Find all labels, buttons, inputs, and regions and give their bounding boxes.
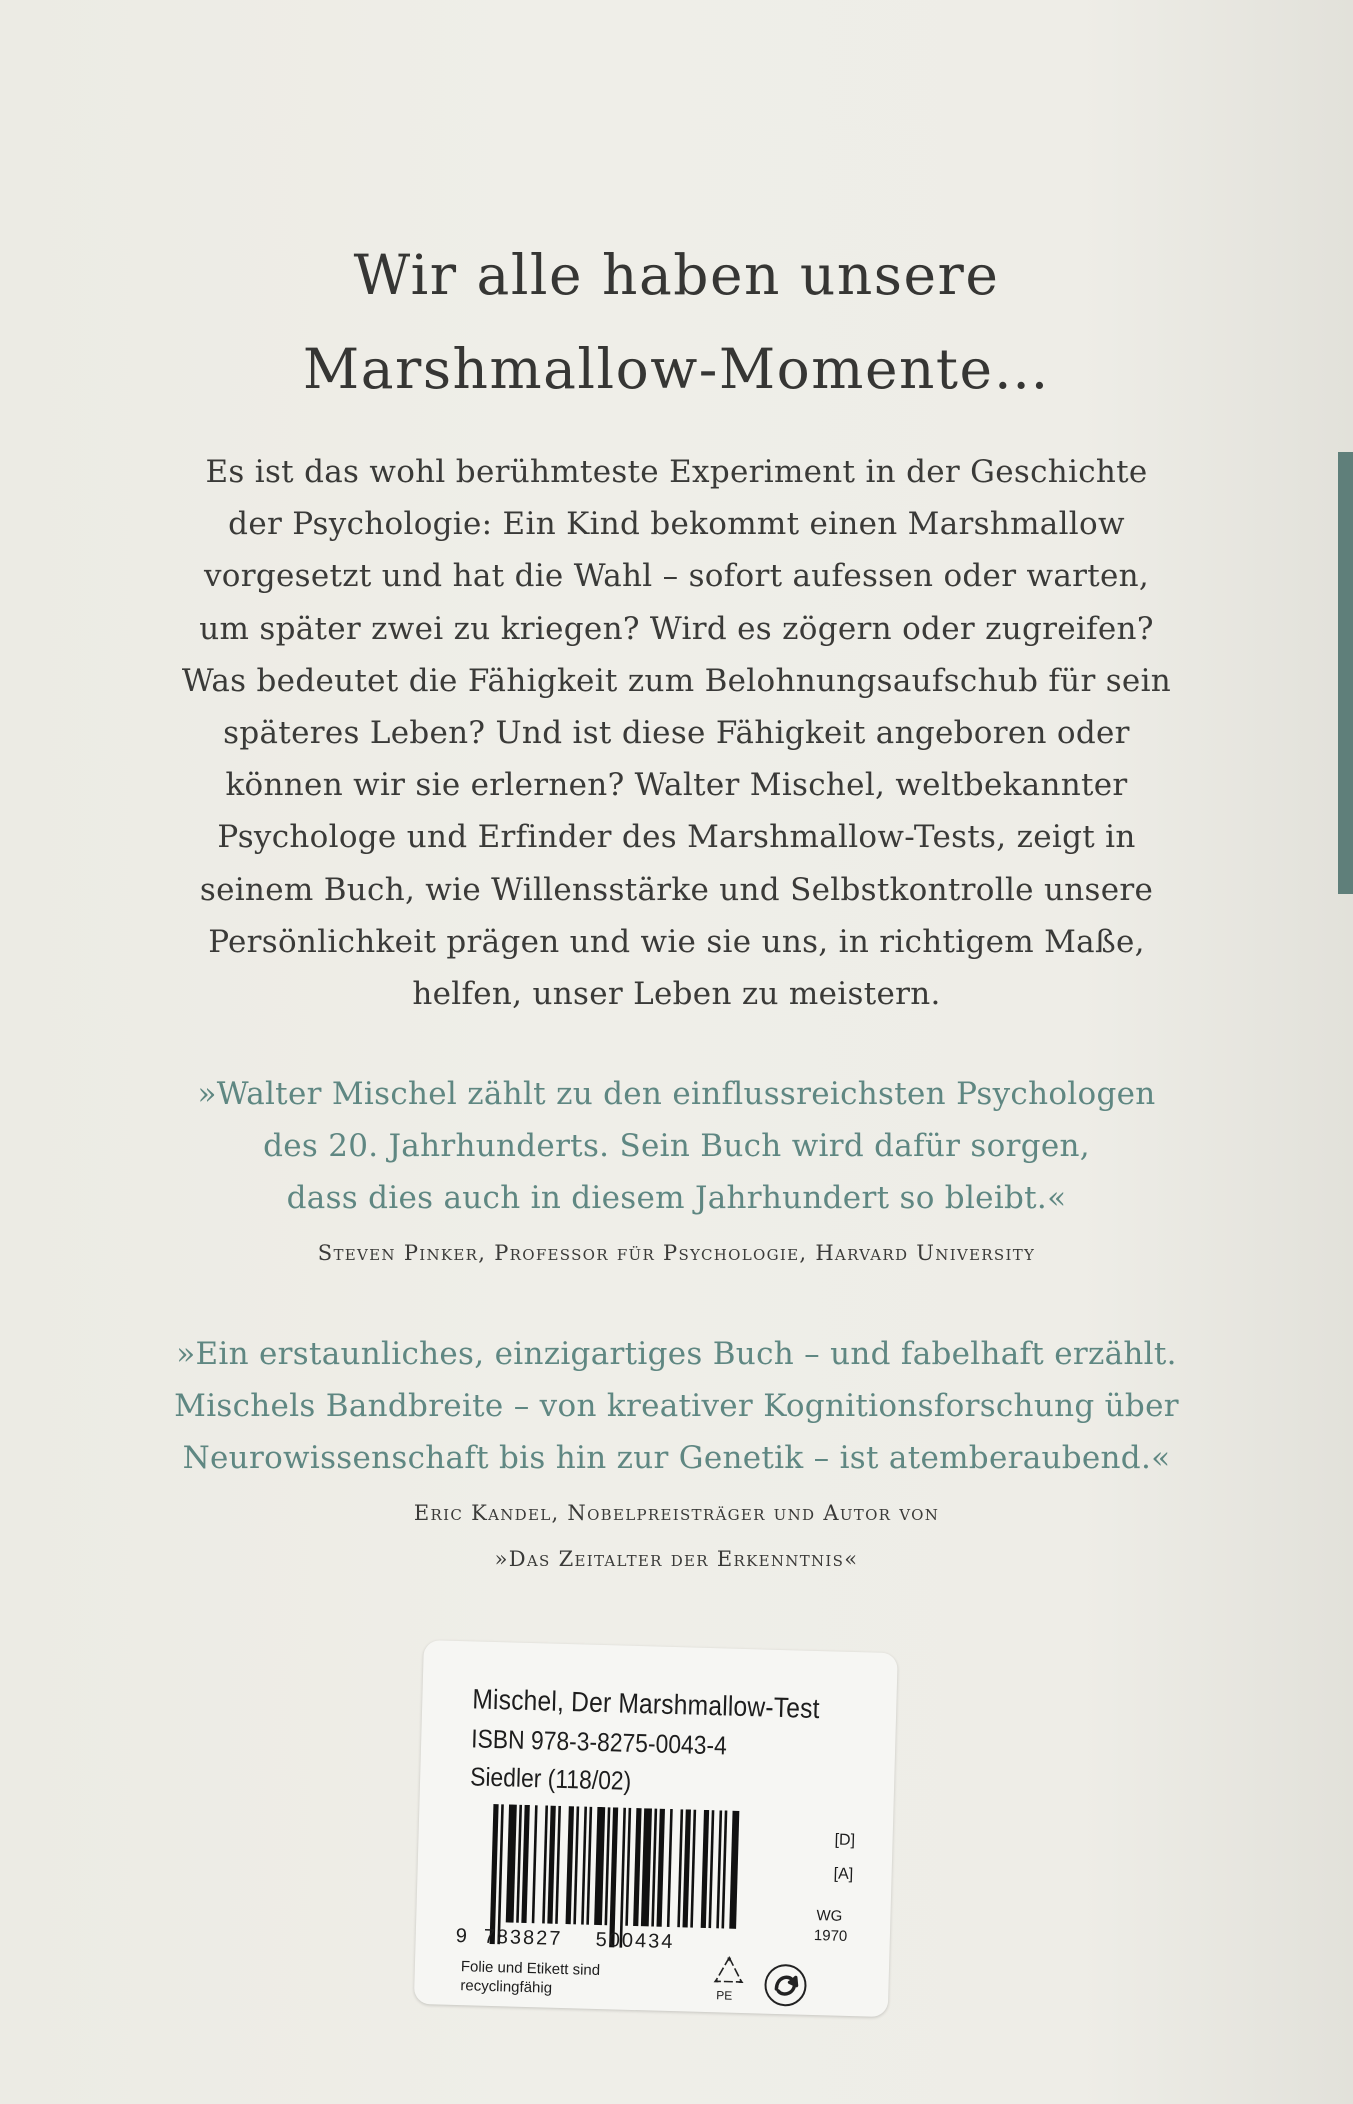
blurb-line: Was bedeutet die Fähigkeit zum Belohnungsaufschub für sein <box>181 662 1172 699</box>
barcode-bar <box>667 1809 673 1927</box>
barcode-bar <box>619 1808 626 1948</box>
barcode-digit-group-right: 500434 <box>595 1928 675 1954</box>
blurb-line: der Psychologie: Ein Kind bekommt einen Marshmallow <box>228 506 1125 543</box>
barcode-bar <box>641 1808 652 1926</box>
pinker-attribution <box>0 1230 1353 1276</box>
blurb-line: um später zwei zu kriegen? Wird es zögern oder zugreifen? <box>199 610 1154 647</box>
quote-line: Neurowissenschaft bis hin zur Genetik – ist atemberaubend.« <box>182 1440 1171 1476</box>
barcode-bar <box>490 1804 499 1944</box>
recycle-triangle-icon <box>710 1954 747 1987</box>
sticker-isbn: ISBN 978-3-8275-0043-4 <box>470 1723 728 1761</box>
sticker-publisher: Siedler (118/02) <box>469 1761 632 1796</box>
kandel-quote <box>0 1328 1353 1484</box>
region-code-de: [D] <box>834 1831 856 1850</box>
barcode-bar <box>594 1807 605 1925</box>
blurb-line: späteres Leben? Und ist diese Fähigkeit angeboren oder <box>223 715 1130 752</box>
barcode-bar <box>651 1809 657 1927</box>
recycling-note-line: recyclingfähig <box>460 1977 553 1997</box>
quote-line: »Ein erstaunliches, einzigartiges Buch – und fabelhaft erzählt. <box>176 1336 1177 1372</box>
blurb-line: Psychologe und Erfinder des Marshmallow-Tests, zeigt in <box>217 819 1136 856</box>
blurb-paragraph <box>0 446 1353 1020</box>
barcode-bar <box>677 1809 683 1927</box>
barcode-bar <box>708 1810 714 1928</box>
barcode-bar <box>625 1808 631 1926</box>
barcode-bar <box>532 1805 538 1923</box>
barcode-bar <box>716 1810 722 1928</box>
barcode-bar <box>682 1809 690 1927</box>
blurb-line: seinem Buch, wie Willensstärke und Selbstkontrolle unsere <box>199 871 1154 908</box>
blurb-line: helfen, unser Leben zu meistern. <box>412 976 941 1013</box>
barcode-bar <box>729 1811 739 1929</box>
wg-code: 1970 <box>813 1927 848 1945</box>
barcode-bar <box>701 1810 709 1928</box>
barcode-digit-group-left: 783827 <box>483 1925 563 1950</box>
barcode-digit-prefix: 9 <box>455 1925 470 1948</box>
barcode-bar <box>633 1808 641 1926</box>
blurb-line: vorgesetzt und hat die Wahl – sofort aufessen oder warten, <box>203 558 1150 595</box>
quote-line: des 20. Jahrhunderts. Sein Buch wird dafür sorgen, <box>263 1128 1090 1164</box>
wg-label: WG <box>816 1907 843 1925</box>
quote-line: dass dies auch in diesem Jahrhundert so bleibt.« <box>286 1180 1067 1216</box>
recycling-note-line: Folie und Etikett sind <box>460 1958 601 1980</box>
barcode-bar <box>497 1804 504 1944</box>
blurb-line: Persönlichkeit prägen und wie sie uns, in richtigem Maße, <box>208 923 1145 960</box>
blurb-line: können wir sie erlernen? Walter Mischel, weltbekannter <box>225 767 1128 804</box>
attribution-line: Eric Kandel, Nobelpreisträger und Autor von <box>413 1501 940 1525</box>
price-sticker <box>414 1640 898 2017</box>
recycling-note <box>460 1957 600 1999</box>
pinker-quote <box>0 1068 1353 1224</box>
barcode-bar <box>581 1807 587 1925</box>
barcode-bar <box>609 1807 618 1947</box>
pe-label: PE <box>715 1988 733 2003</box>
blurb-line: Es ist das wohl berühmteste Experiment in der Geschichte <box>205 454 1148 490</box>
attribution-line: Steven Pinker, Professor für Psychologie, Harvard University <box>317 1241 1036 1265</box>
headline-line: Wir alle haben unsere <box>353 243 1000 307</box>
barcode-bar <box>573 1806 579 1924</box>
barcode-bar <box>521 1805 529 1923</box>
barcode-bar <box>547 1806 555 1924</box>
barcode-bar <box>656 1809 664 1927</box>
barcode-bar <box>586 1807 592 1925</box>
region-code-at: [A] <box>833 1865 854 1884</box>
headline <box>0 228 1353 416</box>
barcode-bar <box>605 1807 611 1925</box>
barcode-bar <box>542 1805 548 1923</box>
quote-line: Mischels Bandbreite – von kreativer Kognitionsforschung über <box>174 1388 1179 1424</box>
barcode-bar <box>566 1806 574 1924</box>
quote-line: »Walter Mischel zählt zu den einflussreichsten Psychologen <box>197 1076 1156 1112</box>
sticker-title: Mischel, Der Marshmallow-Test <box>471 1683 821 1725</box>
attribution-line: »Das Zeitalter der Erkenntnis« <box>494 1547 859 1571</box>
barcode-bar <box>555 1806 561 1924</box>
der-gruene-punkt-icon <box>762 1962 809 2009</box>
barcode-bar <box>690 1810 696 1928</box>
barcode-bar <box>506 1804 517 1922</box>
kandel-attribution <box>0 1490 1353 1582</box>
barcode-bar <box>721 1810 727 1928</box>
headline-line: Marshmallow-Momente… <box>302 337 1051 401</box>
barcode-bar <box>516 1805 522 1923</box>
